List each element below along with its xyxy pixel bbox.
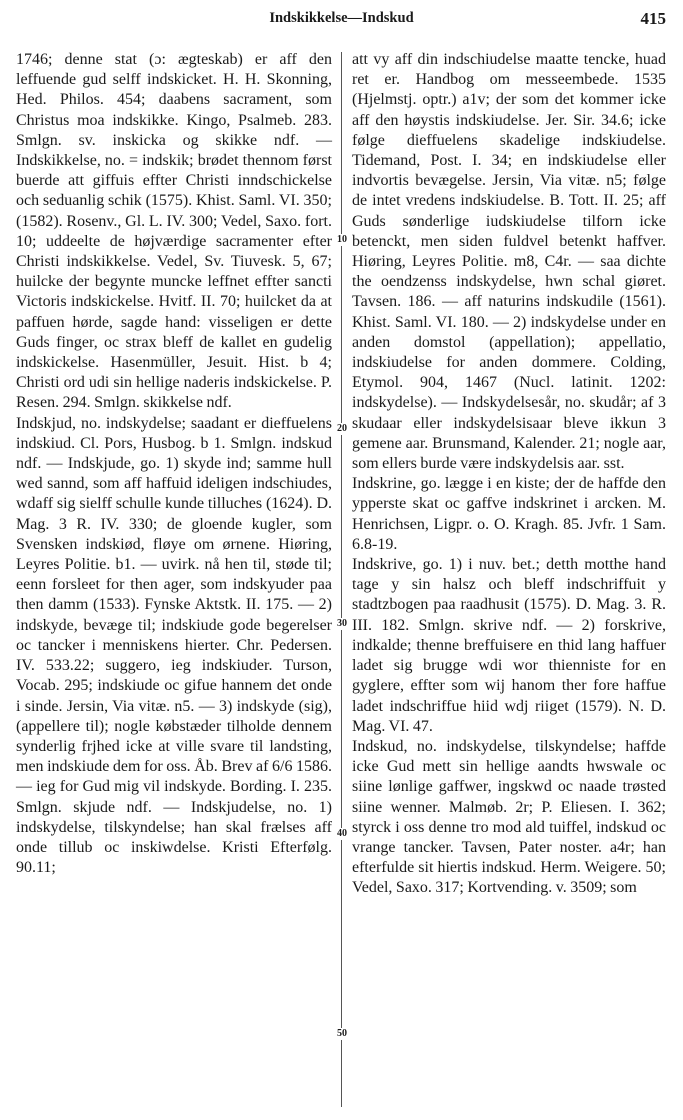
line-number: 40 bbox=[333, 828, 351, 840]
line-number: 20 bbox=[333, 423, 351, 435]
page-header bbox=[0, 8, 683, 32]
line-number: 30 bbox=[333, 618, 351, 630]
running-head: Indskikkelse—Indskud bbox=[269, 10, 414, 26]
column-divider bbox=[341, 52, 342, 1107]
entry-paragraph: att vy aff din indschiudelse maatte tencke, huad ret er. Handbog om messeembede. 1535 (Hjelmstj. optr.) a1v; der som det kommer icke aff den høystis indskiudelse. Jer. Sir. 34.6; icke følge dieffuelens skadelige indskiudelse. Tidemand, Post. I. 34; en indskiudelse eller indvortis bevægelse. Jersin, Via vitæ. n5; følge de intet vredens indskiudelse. B. Tott. II. 25; aff Guds sønderlige iudskiudelse tilforn icke betenckt, men siden fuldvel betenkt haffver. Hiøring, Leyres Politie. m8, C4r. — saa dichte the oendzenss indskydelse, hwn schal giøret. Tavsen. 186. — aff naturins indskudile (1561). Khist. Saml. VI. 180. — 2) indskydelse under en anden domstol (appellation); appellatio, indskiudelse for anden dommere. Colding, Etymol. 904, 1467 (Nucl. latinit. 1202: indskydelse). — Indskydelsesår, no. skudår; af 3 skudaar eller indskydelsisaar bleve ikkun 3 gemene aar. Brunsmand, Kalender. 21; nogle aar, som ellers burde være indskydelsis aar. sst. bbox=[352, 51, 666, 473]
entry-paragraph: Indskrine, go. lægge i en kiste; der de haffde den ypperste skat oc gaffve indskrinet i arcken. M. Henrichsen, Ligpr. o. O. Kragh. 85. Jvfr. 1 Sam. 6.8-19. bbox=[352, 475, 666, 553]
line-number: 50 bbox=[333, 1028, 351, 1040]
entry-paragraph: Indskrive, go. 1) i nuv. bet.; detth motthe hand tage y sin halsz och bleff indschriffuit y stadtzbogen paa raadhusit (1575). D. Mag. 3. R. III. 182. Smlgn. skrive ndf. — 2) forskrive, indkalde; thenne breffuisere en thid lang haffuer ladet sig brugge wdi wor thienniste for en gyglere, effter som wij hanom ther fore haffue ladet indschriffue hiid wdj riiget (1579). N. D. Mag. VI. 47. bbox=[352, 556, 666, 735]
page-number: 415 bbox=[640, 9, 666, 28]
entry-paragraph: 1746; denne stat (ɔ: ægteskab) er aff den leffuende gud selff indskicket. H. H. Skonning, Hed. Philos. 454; daabens sacrament, som Christus moa indskikke. Kingo, Psalmeb. 283. Smlgn. sv. inskicka og skikke ndf. — Indskikkelse, no. = indskik; brødet thennom først buerde att giffuis effter Christi inndschickelse och seduanlig schik (1575). Khist. Saml. VI. 350; (1582). Rosenv., Gl. L. IV. 300; Vedel, Saxo. fort. 10; uddeelte de højværdige sacramenter efter Christi indskikkelse. Vedel, Sv. Tiuvesk. 5, 67; huilcke der begynte muncke leffnet effter sancti Victoris indskickelse. Hvitf. II. 70; huilcket da at paffuen hørde, sagde hand: visseligen er dette Guds finger, oc strax bleff de kallet en gudelig indskickelse. Hasenmüller, Jesuit. Hist. b 4; Christi ord udi sin hellige naderis indskickelse. P. Resen. 294. Smlgn. skikkelse ndf. bbox=[16, 51, 332, 412]
entry-paragraph: Indskjud, no. indskydelse; saadant er dieffuelens indskiud. Cl. Pors, Husbog. b 1. Smlgn. indskud ndf. — Indskjude, go. 1) skyde ind; samme hull wed sannd, som aff haffuid ideligen indschiudes, wdaff sig sielff schulle kunde tilluches (1624). D. Mag. 3 R. IV. 330; de gloende kugler, som Svensken indskiød, fløye om ørnene. Hiøring, Leyres Politie. b1. — uvirk. nå hen til, støde til; eenn forsleet for then ager, som indskyuder paa then damm (1533). Fynske Aktstk. II. 175. — 2) indskyde, bevæge til; indskiude gode begerelser oc tancker i menniskens hierter. Chr. Pedersen. IV. 533.22; suggero, ieg indskiuder. Turson, Vocab. 295; indskiude oc gifue hannem det onde i sinde. Jersin, Via vitæ. n5. — 3) indskyde (sig), (appellere til); nogle købstæder tilholde dennem synderlig frjhed icke at ville svare til landsting, men indskiude dem for oss. Åb. Brev af 6/6 1586. — ieg for Gud mig vil indskyde. Bording. I. 235. Smlgn. skjude ndf. — Indskjudelse, no. 1) indskydelse, tilskyndelse; han skal frælses aff onde tillub oc inskiwdelse. Kristi Efterfølg. 90.11; bbox=[16, 414, 332, 877]
right-column bbox=[352, 50, 666, 899]
left-column bbox=[16, 50, 332, 878]
line-number: 10 bbox=[333, 234, 351, 246]
entry-paragraph: Indskud, no. indskydelse, tilskyndelse; haffde icke Gud mett sin hellige aandts hwswale oc siine lønlige gaffwer, ingskwd oc naade trøsted siine wenner. Malmøb. 2r; P. Eliesen. I. 362; styrck i oss denne tro mod ald tuiffel, indskud oc vrange tancker. Tavsen, Pater noster. a4r; han efterfulde sit hiertis indskud. Herm. Weigere. 50; Vedel, Saxo. 317; Kortvending. v. 3509; som bbox=[352, 737, 666, 897]
